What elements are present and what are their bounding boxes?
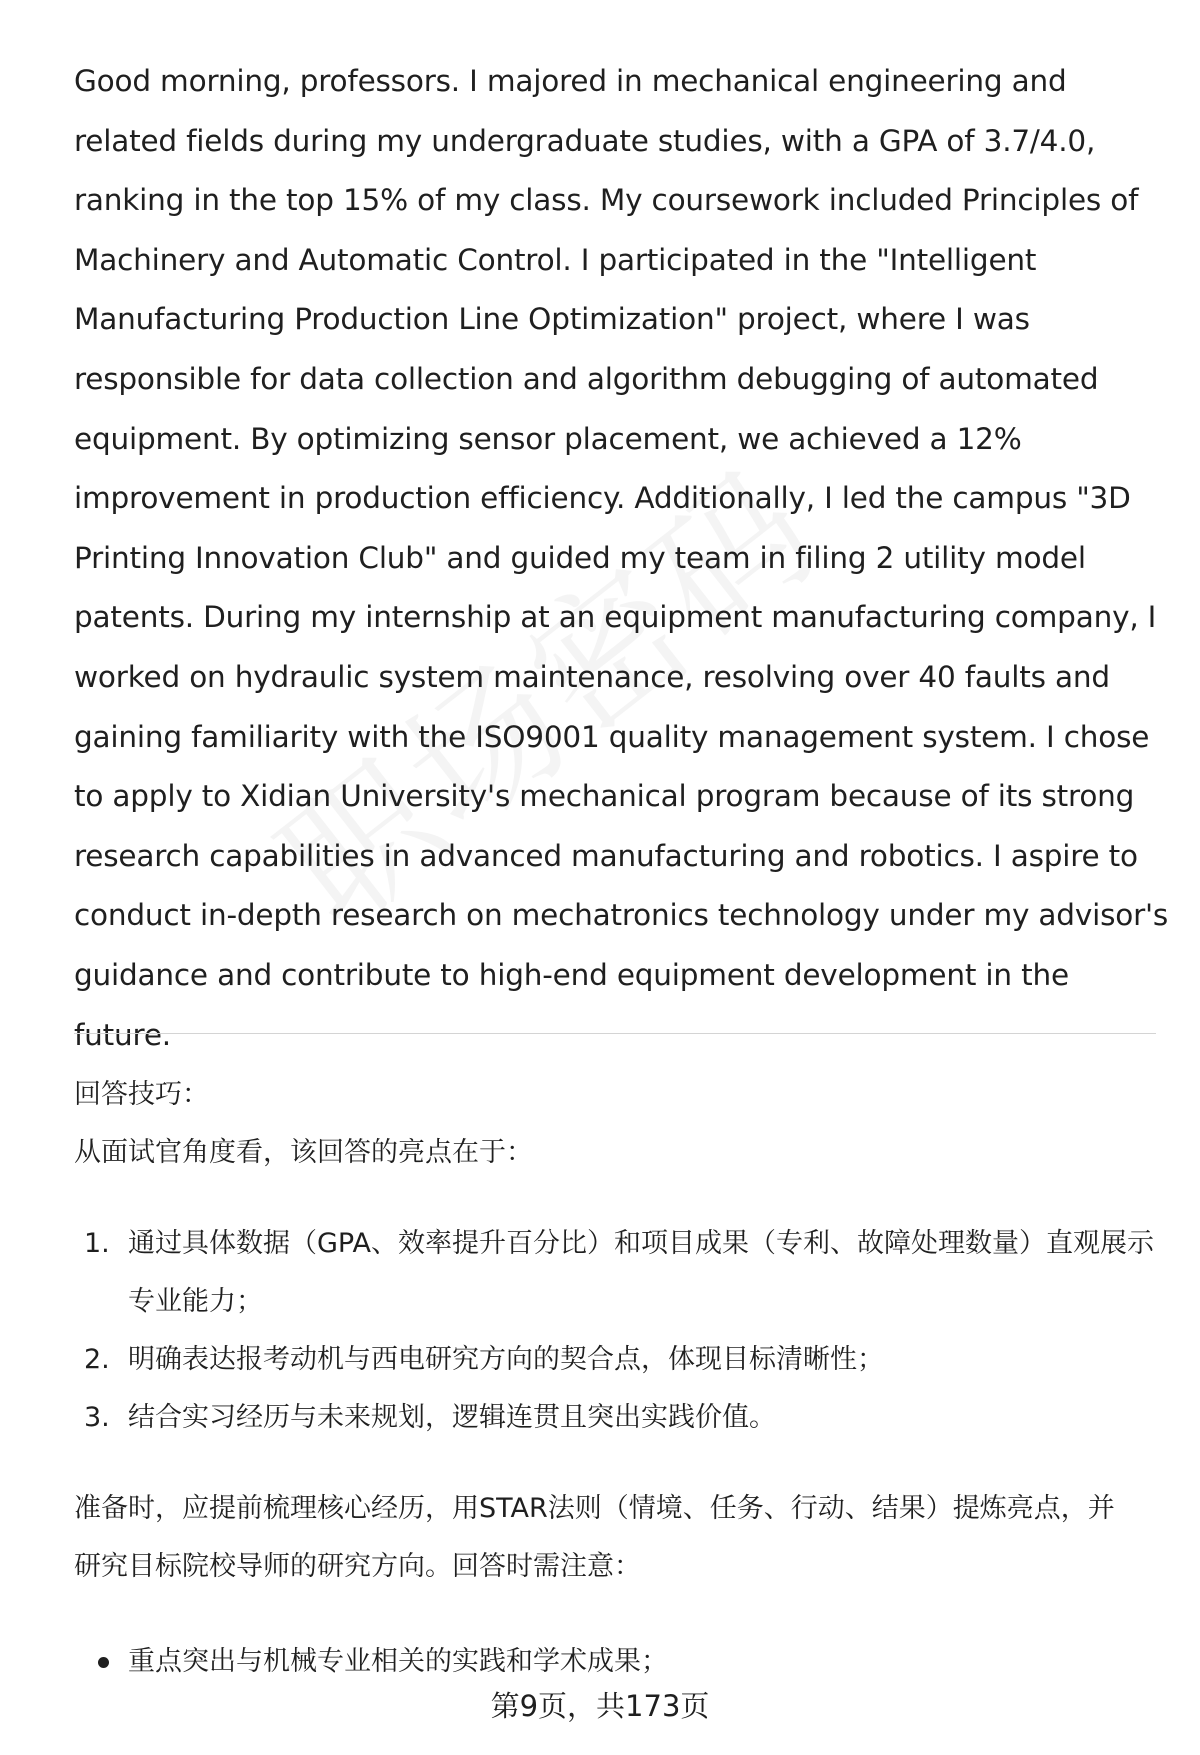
bullet-icon: [98, 1657, 109, 1668]
tips-heading: 回答技巧：: [74, 1079, 209, 1110]
tips-item-text: 通过具体数据（GPA、效率提升百分比）和项目成果（专利、故障处理数量）直观展示专业能力；: [128, 1228, 1154, 1317]
prep-paragraph: 准备时，应提前梳理核心经历，用STAR法则（情境、任务、行动、结果）提炼亮点，并研究目标院校导师的研究方向。回答时需注意：: [74, 1493, 1115, 1582]
tips-lead: 从面试官角度看，该回答的亮点在于：: [74, 1137, 533, 1168]
notes-list-item: [74, 1633, 1170, 1691]
tips-item-text: 结合实习经历与未来规划，逻辑连贯且突出实践价值。: [128, 1402, 776, 1433]
tips-item-number: 3.: [84, 1402, 110, 1433]
tips-list: [74, 1215, 1170, 1447]
tips-item-text: 明确表达报考动机与西电研究方向的契合点，体现目标清晰性；: [128, 1344, 884, 1375]
section-divider: [74, 1033, 1156, 1034]
tips-item-number: 2.: [84, 1344, 110, 1375]
tips-list-item: [74, 1389, 1170, 1447]
page-footer: 第9页，共173页: [490, 1689, 710, 1723]
tips-item-number: 1.: [84, 1228, 110, 1259]
intro-paragraph: Good morning, professors. I majored in mechanical engineering and related fields during my undergraduate studies, with a GPA of 3.7/4.0, ranking in the top 15% of my class. My coursework included Principles of Machinery and Automatic Control. I participated in the "Intelligent Manufacturing Production Line Optimization" project, where I was responsible for data collection and algorithm debugging of automated equipment. By optimizing sensor placement, we achieved a 12% improvement in production efficiency. Additionally, I led the campus "3D Printing Innovation Club" and guided my team in filing 2 utility model patents. During my internship at an equipment manufacturing company, I worked on hydraulic system maintenance, resolving over 40 faults and gaining familiarity with the ISO9001 quality management system. I chose to apply to Xidian University's mechanical program because of its strong research capabilities in advanced manufacturing and robotics. I aspire to conduct in-depth research on mechatronics technology under my advisor's guidance and contribute to high-end equipment development in the future.: [74, 64, 1169, 1052]
notes-list: [74, 1633, 1170, 1691]
tips-list-item: [74, 1331, 1170, 1389]
notes-item-text: 重点突出与机械专业相关的实践和学术成果；: [128, 1646, 668, 1677]
tips-list-item: [74, 1215, 1170, 1331]
